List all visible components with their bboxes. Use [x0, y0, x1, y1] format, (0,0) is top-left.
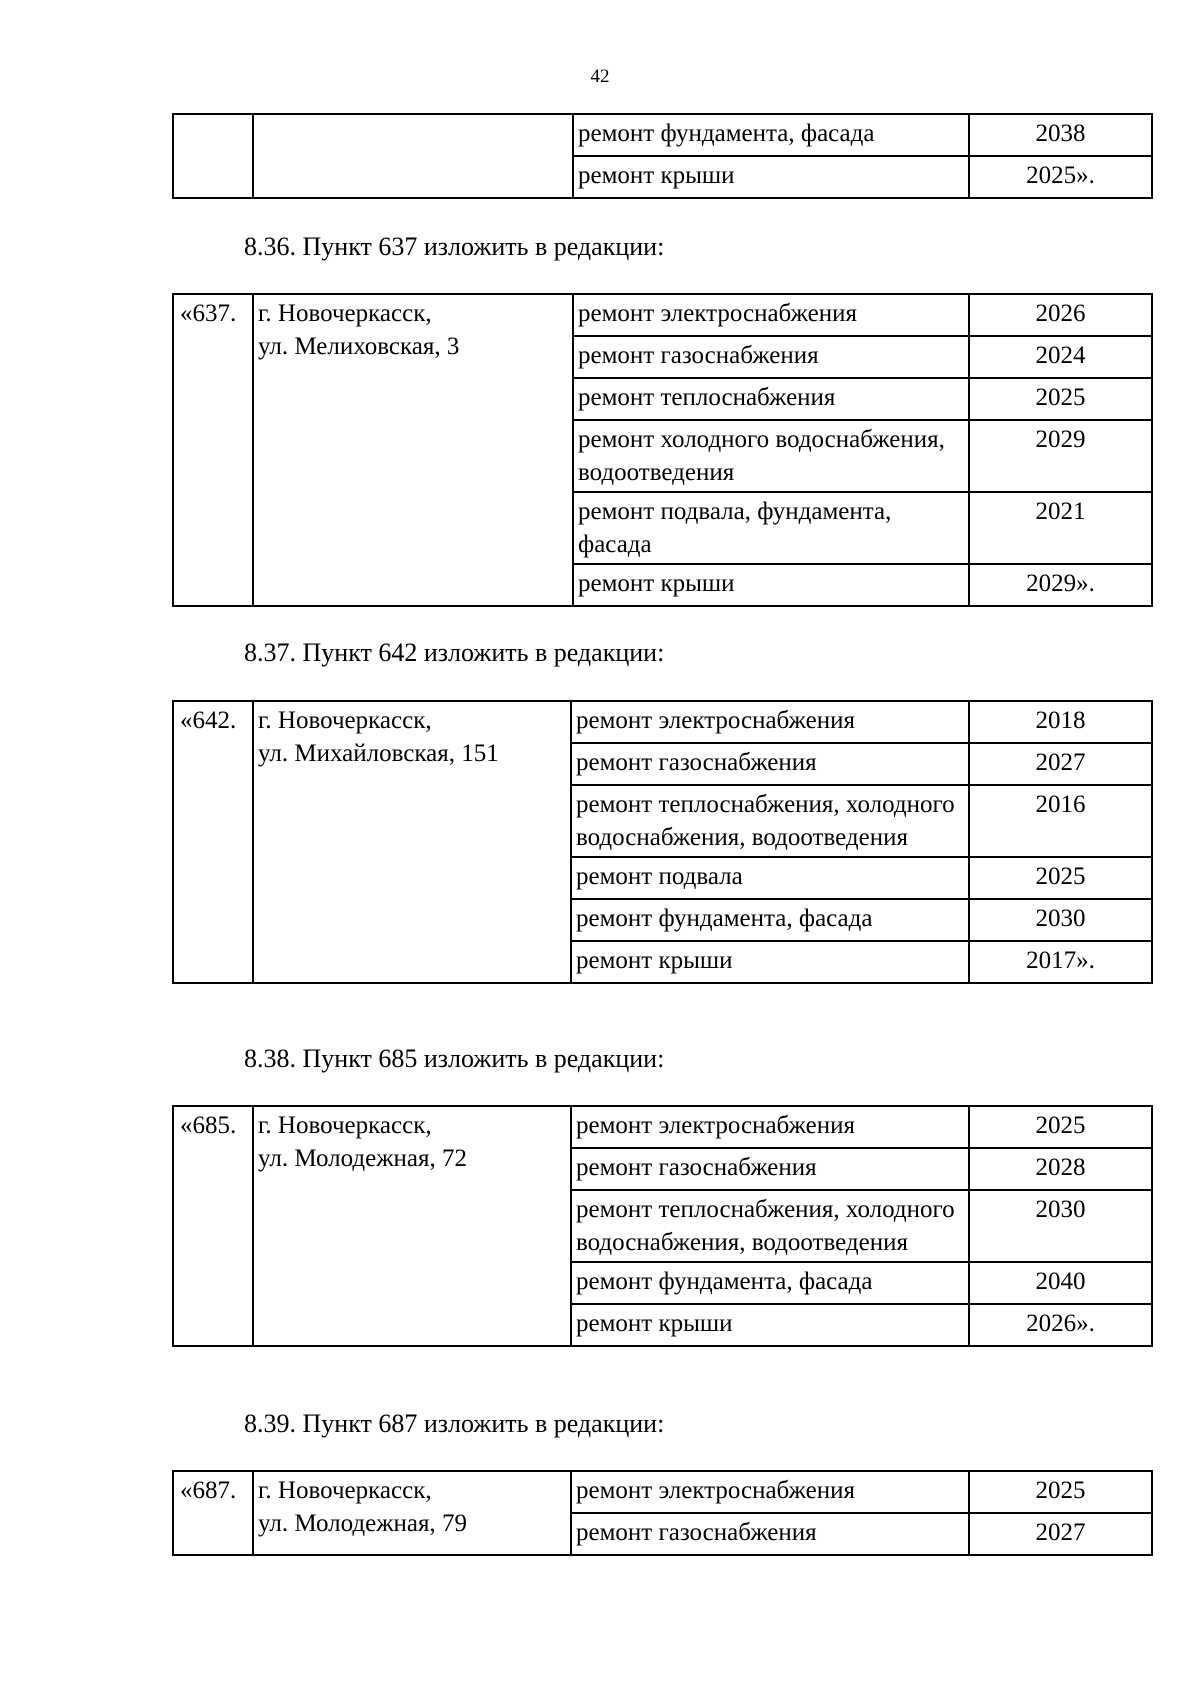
address-street: ул. Молодежная, 72: [258, 1145, 467, 1172]
work-year: 2030: [969, 899, 1152, 941]
work-year: 2026».: [969, 1304, 1152, 1346]
work-year: 2038: [969, 114, 1152, 156]
work-year: 2025: [969, 378, 1152, 420]
work-type: ремонт газоснабжения: [571, 1513, 969, 1555]
section-heading: 8.38. Пункт 685 изложить в редакции:: [244, 1044, 665, 1073]
address-street: ул. Молодежная, 79: [258, 1510, 467, 1537]
work-type: ремонт крыши: [573, 564, 969, 606]
work-type: ремонт фундамента, фасада: [573, 114, 969, 156]
work-year: 2027: [969, 743, 1152, 785]
work-type: ремонт фундамента, фасада: [571, 899, 969, 941]
address-cell: [253, 1106, 571, 1346]
work-type: ремонт электроснабжения: [571, 701, 969, 743]
address-city: г. Новочеркасск,: [258, 300, 432, 327]
work-type: ремонт крыши: [571, 941, 969, 983]
work-year: 2017».: [969, 941, 1152, 983]
address-cell: [253, 1471, 571, 1555]
address-city: г. Новочеркасск,: [258, 1477, 432, 1504]
work-year: 2030: [969, 1190, 1152, 1262]
work-year: 2040: [969, 1262, 1152, 1304]
address-cell: [253, 114, 573, 198]
work-type: ремонт газоснабжения: [573, 336, 969, 378]
work-type: ремонт теплоснабжения: [573, 378, 969, 420]
work-type: ремонт газоснабжения: [571, 1148, 969, 1190]
address-street: ул. Мелиховская, 3: [258, 333, 460, 360]
item-685-table: [172, 1105, 1153, 1347]
work-type: ремонт электроснабжения: [571, 1471, 969, 1513]
work-type: ремонт теплоснабжения, холодного водоснабжения, водоотведения: [571, 1190, 969, 1262]
work-year: 2029: [969, 420, 1152, 492]
work-type: ремонт электроснабжения: [573, 294, 969, 336]
work-year: 2024: [969, 336, 1152, 378]
work-type: ремонт теплоснабжения, холодного водоснабжения, водоотведения: [571, 785, 969, 857]
item-637-table: [172, 293, 1153, 607]
work-type: ремонт крыши: [573, 156, 969, 198]
item-number: «637.: [173, 294, 253, 606]
work-year: 2029».: [969, 564, 1152, 606]
work-year: 2028: [969, 1148, 1152, 1190]
work-year: 2025».: [969, 156, 1152, 198]
work-type: ремонт крыши: [571, 1304, 969, 1346]
work-type: ремонт подвала, фундамента, фасада: [573, 492, 969, 564]
section-heading: 8.39. Пункт 687 изложить в редакции:: [244, 1409, 665, 1438]
work-year: 2018: [969, 701, 1152, 743]
work-type: ремонт подвала: [571, 857, 969, 899]
address-city: г. Новочеркасск,: [258, 1112, 432, 1139]
work-year: 2026: [969, 294, 1152, 336]
work-type: ремонт фундамента, фасада: [571, 1262, 969, 1304]
work-year: 2021: [969, 492, 1152, 564]
work-year: 2027: [969, 1513, 1152, 1555]
address-city: г. Новочеркасск,: [258, 707, 432, 734]
work-year: 2016: [969, 785, 1152, 857]
item-number: «642.: [173, 701, 253, 983]
item-number: «685.: [173, 1106, 253, 1346]
item-number: «687.: [173, 1471, 253, 1555]
work-year: 2025: [969, 1471, 1152, 1513]
work-year: 2025: [969, 1106, 1152, 1148]
work-type: ремонт электроснабжения: [571, 1106, 969, 1148]
continuation-table: [172, 113, 1153, 199]
section-heading: 8.36. Пункт 637 изложить в редакции:: [244, 232, 665, 261]
work-year: 2025: [969, 857, 1152, 899]
work-type: ремонт холодного водоснабжения, водоотведения: [573, 420, 969, 492]
item-number: [173, 114, 253, 198]
work-type: ремонт газоснабжения: [571, 743, 969, 785]
address-cell: [253, 294, 573, 606]
address-cell: [253, 701, 571, 983]
section-heading: 8.37. Пункт 642 изложить в редакции:: [244, 638, 665, 667]
item-687-table: [172, 1470, 1153, 1556]
address-street: ул. Михайловская, 151: [258, 740, 499, 767]
item-642-table: [172, 700, 1153, 984]
page-number: 42: [590, 66, 610, 87]
